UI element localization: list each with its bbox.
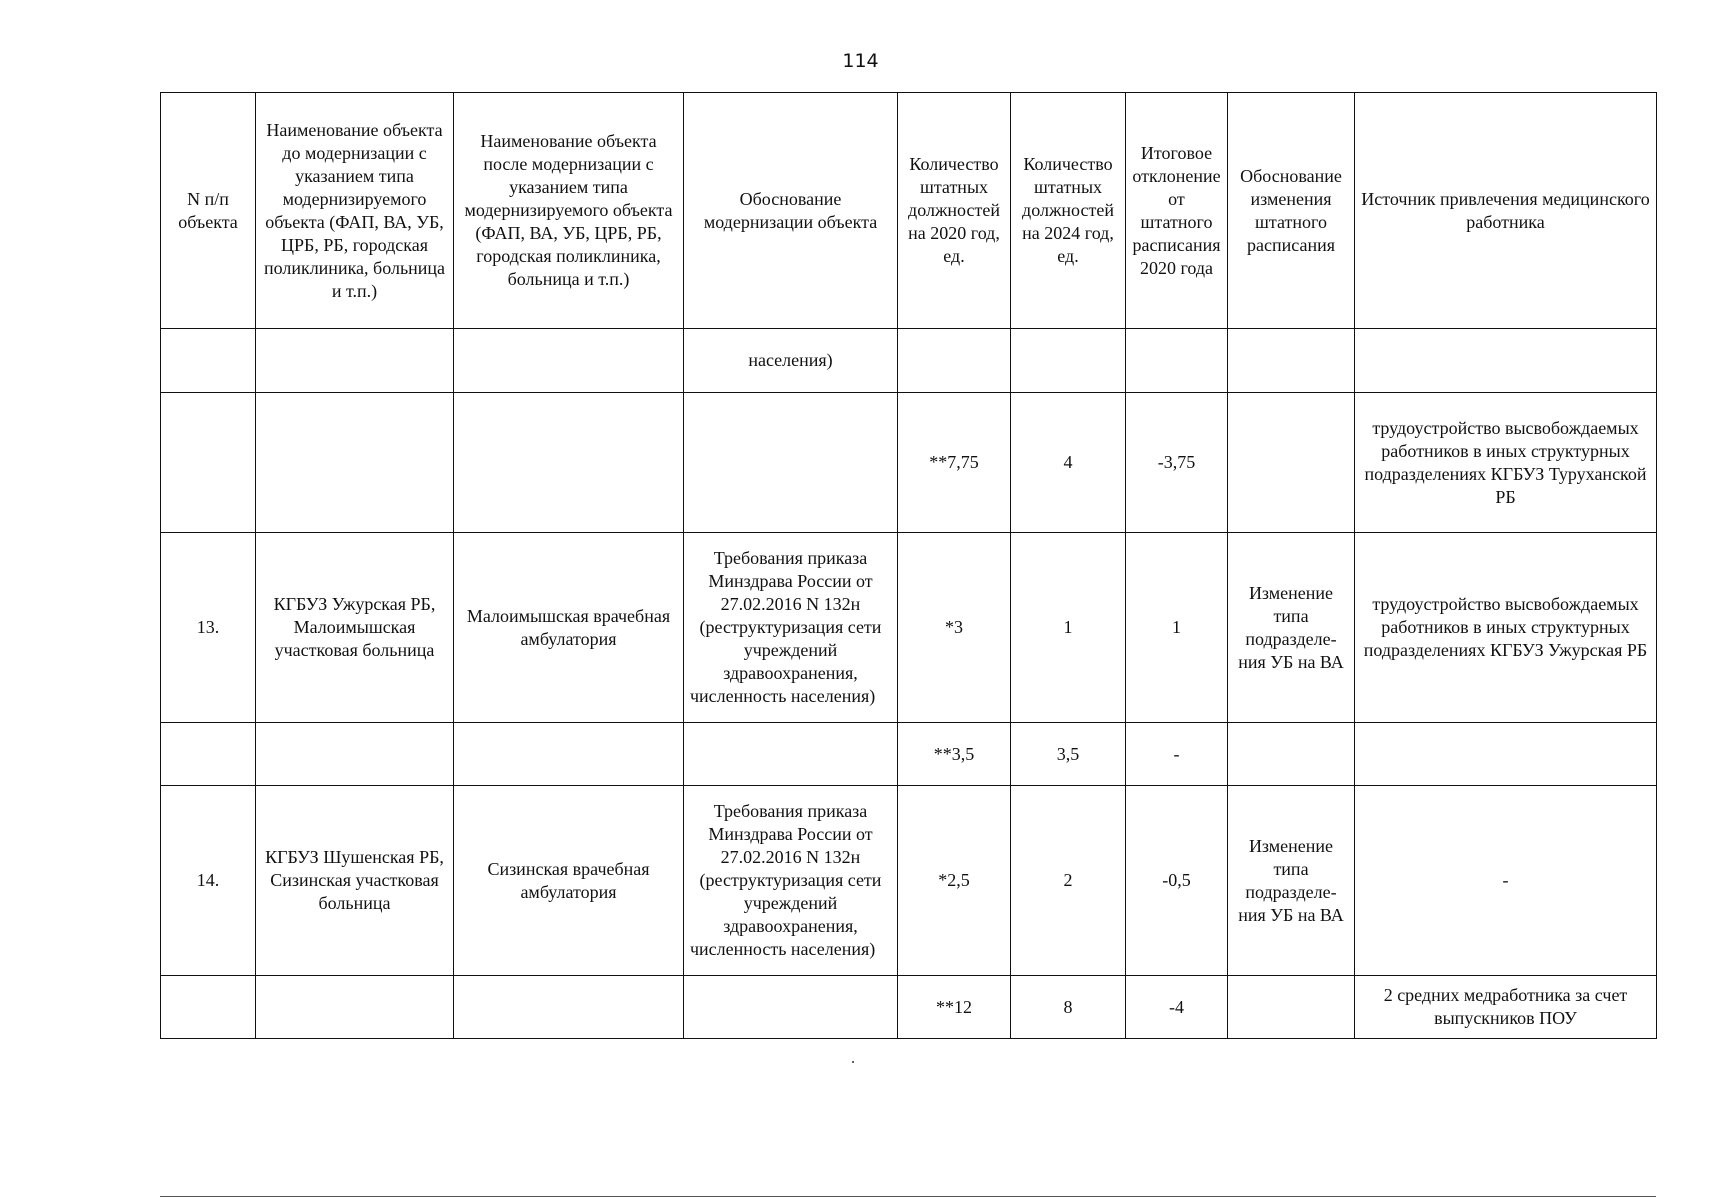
cell-deviation: 1 [1126, 533, 1228, 723]
cell-staff-2020: **7,75 [898, 393, 1011, 533]
cell-number [161, 976, 256, 1039]
cell-staff-2024: 4 [1011, 393, 1126, 533]
header-worker-source: Источник привлечения медицинского работника [1355, 93, 1657, 329]
cell-staff-2020: **12 [898, 976, 1011, 1039]
cell-deviation: - [1126, 723, 1228, 786]
header-staff-2024: Количество штатных должностей на 2024 год, ед. [1011, 93, 1126, 329]
cell-staff-2024: 8 [1011, 976, 1126, 1039]
cell-object-before [256, 329, 454, 393]
header-object-after: Наименование объекта после модернизации с указанием типа модернизируемого объекта (ФАП, ВА, УБ, ЦРБ, РБ, городская поликлиника, больница и т.п.) [454, 93, 684, 329]
cell-worker-source: трудоустройство высвобождаемых работников в иных структурных подразделениях КГБУЗ Туруханской РБ [1355, 393, 1657, 533]
table-row [161, 976, 1657, 1039]
cell-justification: Требования приказа Минздрава России от 27.02.2016 N 132н (реструктуризация сети учреждений здравоохранения, численность населения) [684, 786, 898, 976]
table-row [161, 533, 1657, 723]
cell-justification [684, 723, 898, 786]
cell-staff-2024: 3,5 [1011, 723, 1126, 786]
header-object-before: Наименование объекта до модернизации с указанием типа модернизируемого объекта (ФАП, ВА, УБ, ЦРБ, РБ, городская поликлиника, больница и т.п.) [256, 93, 454, 329]
cell-number [161, 329, 256, 393]
cell-change-reason [1228, 976, 1355, 1039]
cell-change-reason [1228, 723, 1355, 786]
cell-justification [684, 976, 898, 1039]
cell-object-before [256, 393, 454, 533]
cell-worker-source: трудоустройство высвобождаемых работников в иных структурных подразделениях КГБУЗ Ужурская РБ [1355, 533, 1657, 723]
cell-staff-2024: 1 [1011, 533, 1126, 723]
cell-staff-2020: **3,5 [898, 723, 1011, 786]
header-staff-2020: Количество штатных должностей на 2020 год, ед. [898, 93, 1011, 329]
cell-change-reason [1228, 329, 1355, 393]
cell-justification: населения) [684, 329, 898, 393]
cell-number: 13. [161, 533, 256, 723]
cell-object-before: КГБУЗ Шушенская РБ, Сизинская участковая больница [256, 786, 454, 976]
table-row [161, 329, 1657, 393]
cell-object-after [454, 329, 684, 393]
header-justification: Обоснование модернизации объекта [684, 93, 898, 329]
cell-justification: Требования приказа Минздрава России от 27.02.2016 N 132н (реструктуризация сети учреждений здравоохранения, численность населения) [684, 533, 898, 723]
scan-speck [852, 1061, 854, 1063]
header-deviation: Итоговое отклонение от штатного расписания 2020 года [1126, 93, 1228, 329]
cell-change-reason [1228, 393, 1355, 533]
cell-deviation: -3,75 [1126, 393, 1228, 533]
cell-number: 14. [161, 786, 256, 976]
header-row [161, 93, 1657, 329]
cell-staff-2020: *3 [898, 533, 1011, 723]
page-number: 114 [842, 50, 879, 72]
cell-worker-source [1355, 329, 1657, 393]
cell-object-after [454, 976, 684, 1039]
cell-justification [684, 393, 898, 533]
cell-number [161, 723, 256, 786]
cell-object-before [256, 976, 454, 1039]
cell-staff-2020 [898, 329, 1011, 393]
bottom-rule [160, 1196, 1656, 1197]
cell-object-before [256, 723, 454, 786]
cell-staff-2024 [1011, 329, 1126, 393]
cell-deviation [1126, 329, 1228, 393]
cell-object-after [454, 393, 684, 533]
cell-worker-source [1355, 723, 1657, 786]
cell-object-after: Сизинская врачебная амбулатория [454, 786, 684, 976]
cell-staff-2024: 2 [1011, 786, 1126, 976]
cell-deviation: -4 [1126, 976, 1228, 1039]
table-row [161, 723, 1657, 786]
header-staff-change-reason: Обоснование изменения штатного расписания [1228, 93, 1355, 329]
cell-object-after [454, 723, 684, 786]
cell-worker-source: - [1355, 786, 1657, 976]
table-row [161, 393, 1657, 533]
header-object-number: N п/п объекта [161, 93, 256, 329]
cell-worker-source: 2 средних медработника за счет выпускников ПОУ [1355, 976, 1657, 1039]
cell-deviation: -0,5 [1126, 786, 1228, 976]
table-row [161, 786, 1657, 976]
modernization-table [160, 92, 1657, 1039]
cell-object-after: Малоимышская врачебная амбулатория [454, 533, 684, 723]
cell-change-reason: Изменение типа подразделе-ния УБ на ВА [1228, 786, 1355, 976]
cell-number [161, 393, 256, 533]
cell-object-before: КГБУЗ Ужурская РБ, Малоимышская участковая больница [256, 533, 454, 723]
cell-staff-2020: *2,5 [898, 786, 1011, 976]
cell-change-reason: Изменение типа подразделе-ния УБ на ВА [1228, 533, 1355, 723]
